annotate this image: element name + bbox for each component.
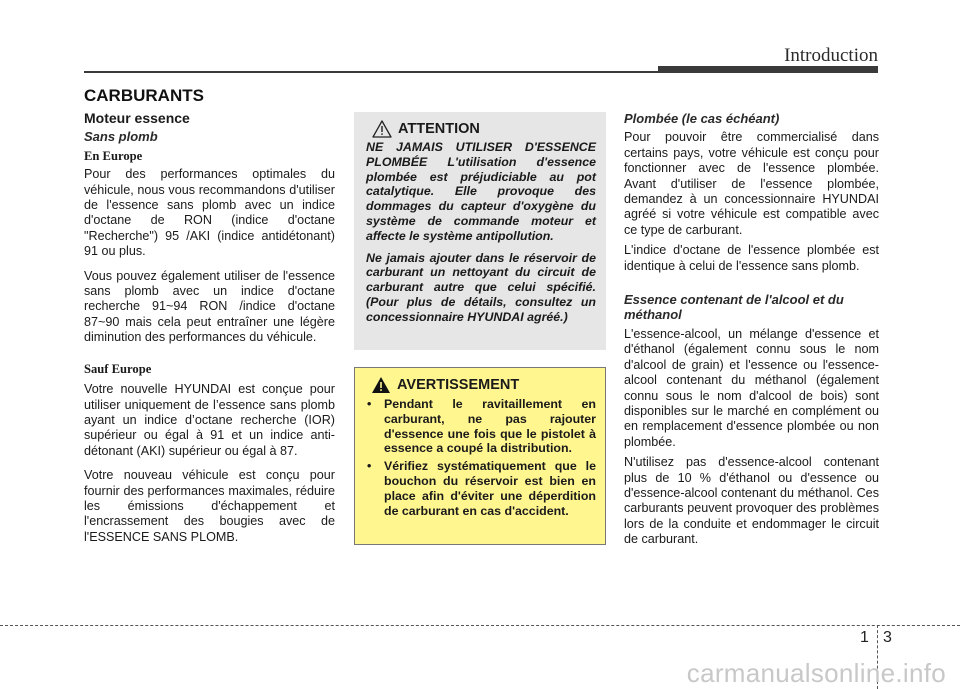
chapter-number: 1 [860, 629, 869, 646]
paragraph: N'utilisez pas d'essence-alcool contenant plus de 10 % d'éthanol ou d'essence ou d'essence-alcool contenant du méthanol. Ces carburants peuvent provoquer des problèmes lors de la conduite et endommager le circuit de carburant. [624, 455, 879, 547]
attention-text: Ne jamais ajouter dans le réservoir de carburant un nettoyant du circuit de carburant autre que celui spécifié. (Pour plus de détails, consultez un concessionnaire HYUNDAI agréé.) [366, 250, 596, 324]
warning-list [365, 397, 596, 518]
paragraph: L'indice d'octane de l'essence plombée est identique à celui de l'essence sans plomb. [624, 243, 879, 273]
subheading-unleaded: Sans plomb [84, 129, 158, 145]
chapter-title: Introduction [784, 45, 878, 66]
watermark: carmanualsonline.info [686, 658, 946, 688]
footer-divider [0, 625, 960, 626]
subheading-leaded: Plombée (le cas échéant) [624, 111, 780, 126]
subheading-alcohol-fuel: Essence contenant de l'alcool et du méthanol [624, 292, 844, 323]
region-europe: En Europe [84, 148, 143, 163]
warning-triangle-icon [372, 120, 392, 138]
paragraph: Pour des performances optimales du véhicule, nous vous recommandons d'utiliser de l'essence sans plomb avec un indice d'octane de RON (indice d'octane "Recherche") 95 /AKI (indice antidétonant) 91 ou plus. [84, 167, 335, 259]
warning-title: AVERTISSEMENT [397, 377, 520, 393]
warning-header [365, 376, 596, 394]
list-item: • Pendant le ravitaillement en carburant, ne pas rajouter d'essence une fois que le pistolet à essence a coupé la distribution. [367, 397, 596, 456]
attention-box [354, 112, 606, 350]
page-number: 3 [883, 629, 892, 646]
header-rule [84, 71, 658, 73]
region-except-europe: Sauf Europe [84, 361, 152, 376]
paragraph: Pour pouvoir être commercialisé dans certains pays, votre véhicule est conçu pour fonctionner avec de l'essence plombée. Avant d'utiliser de l'essence plombée, demandez à un concessionnaire HYUNDAI agréé si votre véhicule est compatible avec ce type de carburant. [624, 130, 879, 237]
warning-box [354, 367, 606, 545]
paragraph: Votre nouveau véhicule est conçu pour fournir des performances maximales, réduire les émissions d'échappement et l'encrassement des bougies avec de l'ESSENCE SANS PLOMB. [84, 468, 335, 544]
left-column [84, 111, 335, 554]
paragraph: L'essence-alcool, un mélange d'essence et d'éthanol (également connu sous le nom d'alcool de grain) et l'essence ou l'essence-alcool contenant du méthanol (également connu sous le nom d'alcool de bois) sont disponibles sur le marché en complément ou en remplacement d'essence plombée ou non plombée. [624, 326, 879, 449]
attention-text: NE JAMAIS UTILISER D'ESSENCE PLOMBÉE L'utilisation d'essence plombée est préjudiciable au pot catalytique. Elle provoque des dommages du capteur d'oxygène du système de commande moteur et affecte le système antipollution. [366, 140, 596, 243]
paragraph: Votre nouvelle HYUNDAI est conçue pour utiliser uniquement de l’essence sans plomb ayant un indice d’octane recherche (IOR) supérieur ou égal à 91 et un indice anti-détonant (AKI) supérieur ou égal à 87. [84, 382, 335, 458]
attention-header [366, 120, 596, 138]
warning-triangle-filled-icon [371, 376, 391, 394]
right-column [624, 111, 879, 557]
paragraph: Vous pouvez également utiliser de l'essence sans plomb avec un indice d'octane recherche 91~94 RON /indice d'octane 87~90 mais cela peut entraîner une légère diminution des performances du véhicule. [84, 268, 335, 345]
header-rule-thick [658, 66, 878, 73]
list-item: • Vérifiez systématiquement que le bouchon du réservoir est bien en place afin d'éviter une déperdition de carburant en cas d'accident. [367, 459, 596, 518]
attention-title: ATTENTION [398, 121, 480, 137]
heading-petrol-engine: Moteur essence [84, 110, 190, 126]
section-title: CARBURANTS [84, 86, 204, 105]
